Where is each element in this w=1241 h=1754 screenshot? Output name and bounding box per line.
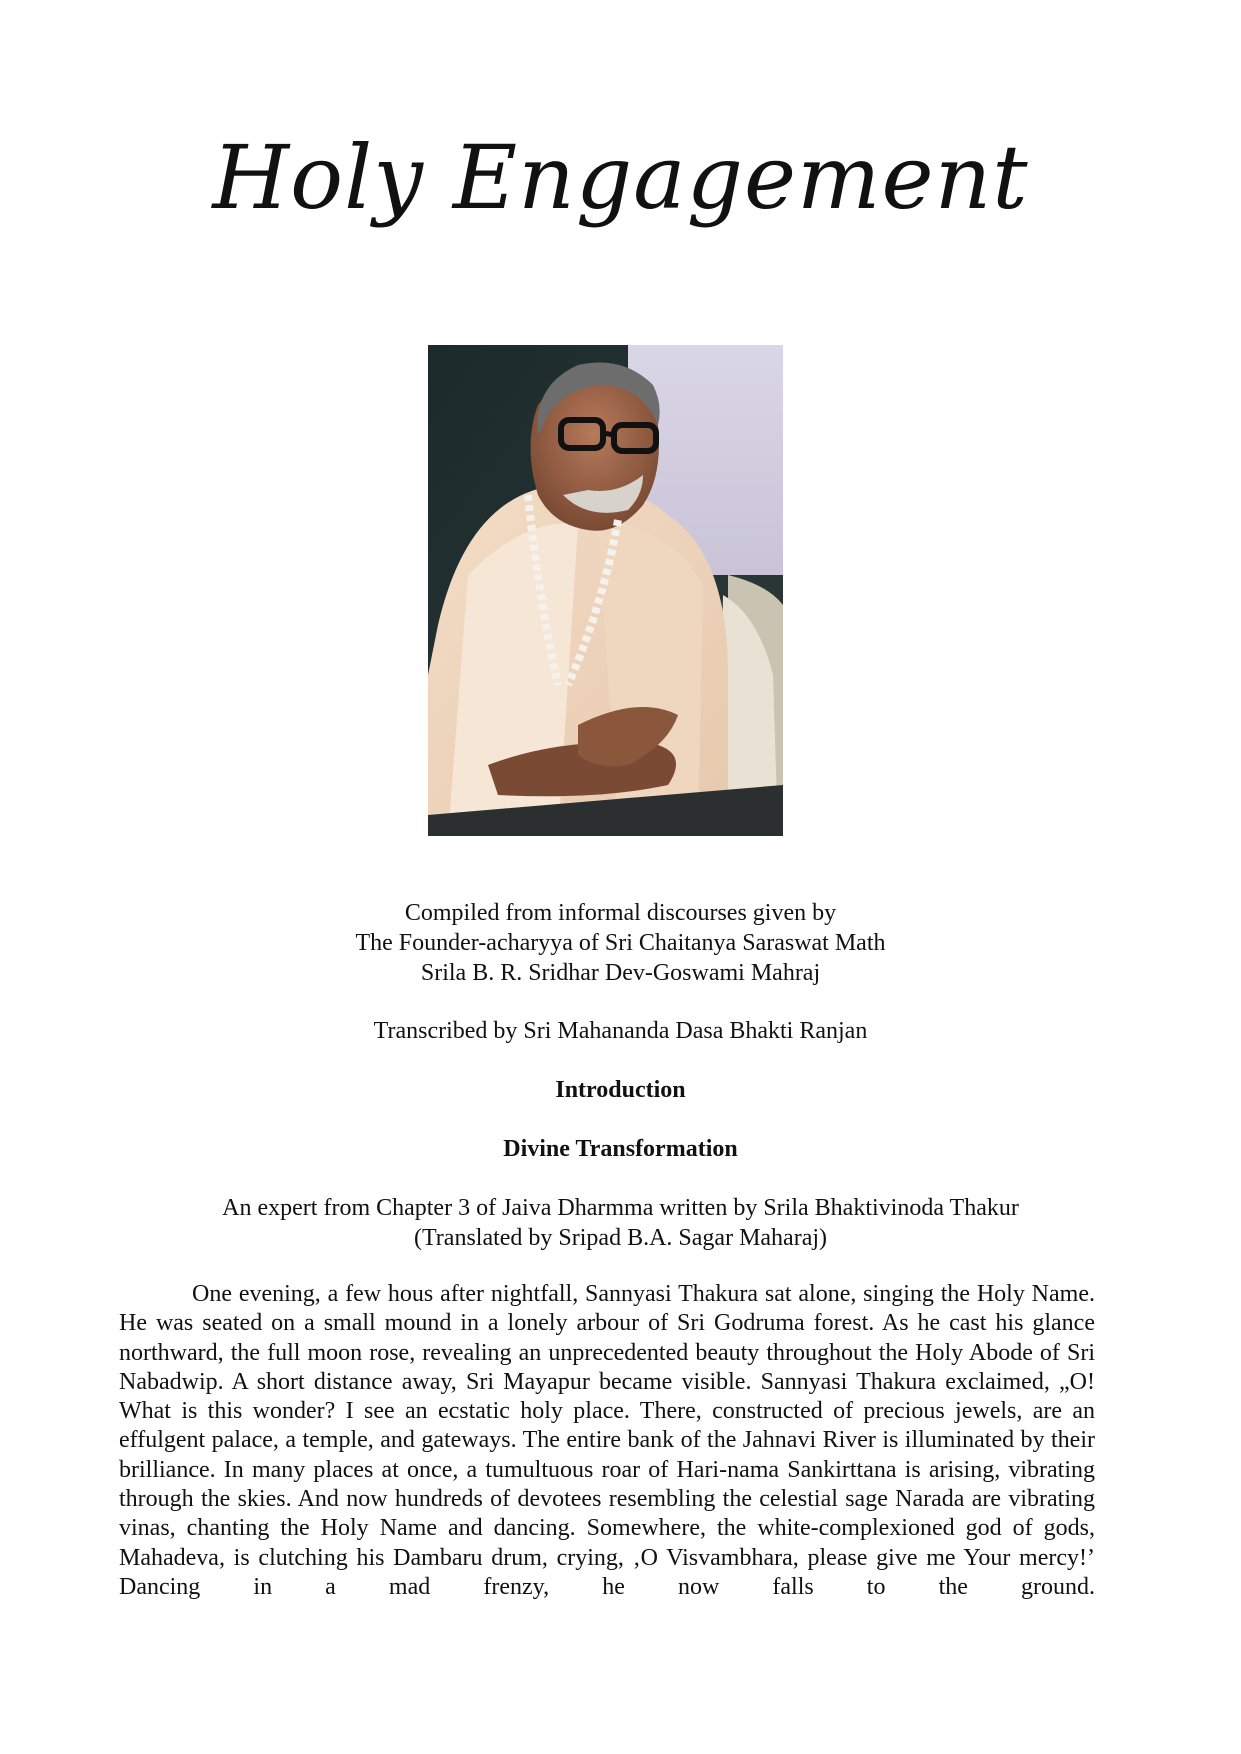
portrait-photo xyxy=(428,345,783,836)
credits-line: Srila B. R. Sridhar Dev-Goswami Mahraj xyxy=(420,960,821,986)
transcriber-line: Transcribed by Sri Mahananda Dasa Bhakti Ranjan xyxy=(373,1018,868,1044)
credits-line: The Founder-acharyya of Sri Chaitanya Saraswat Math xyxy=(355,930,886,956)
credits-block xyxy=(0,898,1241,988)
subsection-heading: Divine Transformation xyxy=(503,1136,738,1162)
page-title: Holy Engagement xyxy=(212,126,1029,229)
credits-line: Compiled from informal discourses given by xyxy=(404,900,837,926)
section-heading: Introduction xyxy=(555,1077,686,1103)
excerpt-source-line: (Translated by Sripad B.A. Sagar Maharaj) xyxy=(413,1225,828,1251)
excerpt-source xyxy=(0,1193,1241,1253)
excerpt-source-line: An expert from Chapter 3 of Jaiva Dharmma written by Srila Bhaktivinoda Thakur xyxy=(222,1195,1019,1221)
body-paragraph: One evening, a few hous after nightfall, Sannyasi Thakura sat alone, singing the Holy Name. He was seated on a small mound in a lonely arbour of Sri Godruma forest. As he cast his glance northward, the full moon rose, revealing an unprecedented beauty throughout the Holy Abode of Sri Nabadwip. A short distance away, Sri Mayapur became visible. Sannyasi Thakura exclaimed, „O! What is this wonder? I see an ecstatic holy place. There, constructed of precious jewels, are an effulgent palace, a temple, and gateways. The entire bank of the Jahnavi River is illuminated by their brilliance. In many places at once, a tumultuous roar of Hari-nama Sankirttana is arising, vibrating through the skies. And now hundreds of devotees resembling the celestial sage Narada are vibrating vinas, chanting the Holy Name and dancing. Somewhere, the white-complexioned god of gods, Mahadeva, is clutching his Dambaru drum, crying, ‚O Visvambhara, please give me Your mercy!’ Dancing in a mad frenzy, he now falls to the ground. xyxy=(119,1281,1095,1600)
